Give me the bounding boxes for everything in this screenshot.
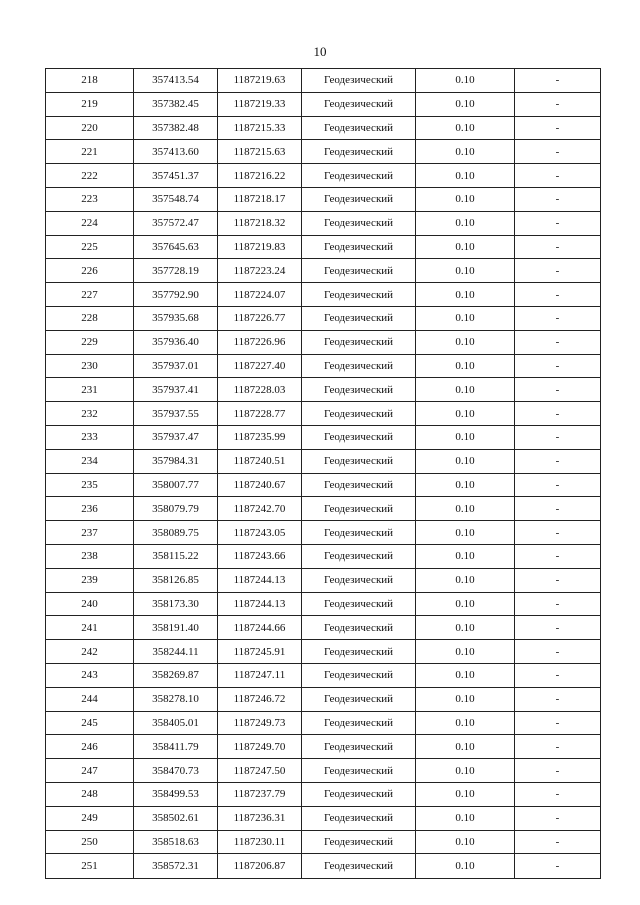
x-coordinate-cell: 357382.48 (134, 116, 218, 140)
note-cell: - (515, 711, 601, 735)
y-coordinate-cell: 1187245.91 (218, 640, 302, 664)
point-number-cell: 241 (46, 616, 134, 640)
y-coordinate-cell: 1187246.72 (218, 687, 302, 711)
note-cell: - (515, 164, 601, 188)
method-cell: Геодезический (302, 330, 416, 354)
point-number-cell: 226 (46, 259, 134, 283)
point-number-cell: 225 (46, 235, 134, 259)
table-row (46, 449, 601, 473)
y-coordinate-cell: 1187244.13 (218, 568, 302, 592)
accuracy-cell: 0.10 (416, 354, 515, 378)
y-coordinate-cell: 1187206.87 (218, 854, 302, 879)
point-number-cell: 220 (46, 116, 134, 140)
method-cell: Геодезический (302, 854, 416, 879)
y-coordinate-cell: 1187240.51 (218, 449, 302, 473)
table-row (46, 521, 601, 545)
table-row (46, 116, 601, 140)
table-row (46, 354, 601, 378)
y-coordinate-cell: 1187218.32 (218, 211, 302, 235)
y-coordinate-cell: 1187215.33 (218, 116, 302, 140)
table-row (46, 568, 601, 592)
point-number-cell: 248 (46, 782, 134, 806)
point-number-cell: 221 (46, 140, 134, 164)
method-cell: Геодезический (302, 259, 416, 283)
accuracy-cell: 0.10 (416, 735, 515, 759)
accuracy-cell: 0.10 (416, 378, 515, 402)
table-row (46, 402, 601, 426)
table-row (46, 497, 601, 521)
note-cell: - (515, 544, 601, 568)
note-cell: - (515, 687, 601, 711)
accuracy-cell: 0.10 (416, 592, 515, 616)
point-number-cell: 250 (46, 830, 134, 854)
table-row (46, 782, 601, 806)
table-row (46, 69, 601, 93)
y-coordinate-cell: 1187219.83 (218, 235, 302, 259)
x-coordinate-cell: 357382.45 (134, 92, 218, 116)
method-cell: Геодезический (302, 211, 416, 235)
x-coordinate-cell: 357572.47 (134, 211, 218, 235)
accuracy-cell: 0.10 (416, 140, 515, 164)
note-cell: - (515, 378, 601, 402)
x-coordinate-cell: 358244.11 (134, 640, 218, 664)
y-coordinate-cell: 1187228.77 (218, 402, 302, 426)
note-cell: - (515, 759, 601, 783)
table-row (46, 759, 601, 783)
y-coordinate-cell: 1187230.11 (218, 830, 302, 854)
point-number-cell: 249 (46, 806, 134, 830)
point-number-cell: 246 (46, 735, 134, 759)
y-coordinate-cell: 1187228.03 (218, 378, 302, 402)
note-cell: - (515, 211, 601, 235)
method-cell: Геодезический (302, 235, 416, 259)
y-coordinate-cell: 1187226.96 (218, 330, 302, 354)
table-row (46, 806, 601, 830)
accuracy-cell: 0.10 (416, 521, 515, 545)
note-cell: - (515, 283, 601, 307)
note-cell: - (515, 640, 601, 664)
note-cell: - (515, 521, 601, 545)
x-coordinate-cell: 357937.47 (134, 425, 218, 449)
method-cell: Геодезический (302, 497, 416, 521)
table-row (46, 473, 601, 497)
point-number-cell: 231 (46, 378, 134, 402)
note-cell: - (515, 663, 601, 687)
accuracy-cell: 0.10 (416, 806, 515, 830)
x-coordinate-cell: 358191.40 (134, 616, 218, 640)
accuracy-cell: 0.10 (416, 259, 515, 283)
point-number-cell: 233 (46, 425, 134, 449)
method-cell: Геодезический (302, 640, 416, 664)
method-cell: Геодезический (302, 759, 416, 783)
point-number-cell: 229 (46, 330, 134, 354)
method-cell: Геодезический (302, 521, 416, 545)
accuracy-cell: 0.10 (416, 854, 515, 879)
point-number-cell: 251 (46, 854, 134, 879)
x-coordinate-cell: 357728.19 (134, 259, 218, 283)
table-row (46, 306, 601, 330)
accuracy-cell: 0.10 (416, 235, 515, 259)
method-cell: Геодезический (302, 544, 416, 568)
point-number-cell: 242 (46, 640, 134, 664)
method-cell: Геодезический (302, 69, 416, 93)
accuracy-cell: 0.10 (416, 568, 515, 592)
table-row (46, 425, 601, 449)
table-row (46, 640, 601, 664)
note-cell: - (515, 592, 601, 616)
method-cell: Геодезический (302, 663, 416, 687)
accuracy-cell: 0.10 (416, 92, 515, 116)
x-coordinate-cell: 357935.68 (134, 306, 218, 330)
accuracy-cell: 0.10 (416, 211, 515, 235)
method-cell: Геодезический (302, 806, 416, 830)
note-cell: - (515, 854, 601, 879)
x-coordinate-cell: 357937.41 (134, 378, 218, 402)
x-coordinate-cell: 357413.60 (134, 140, 218, 164)
method-cell: Геодезический (302, 592, 416, 616)
method-cell: Геодезический (302, 425, 416, 449)
accuracy-cell: 0.10 (416, 473, 515, 497)
table-row (46, 687, 601, 711)
method-cell: Геодезический (302, 568, 416, 592)
x-coordinate-cell: 358089.75 (134, 521, 218, 545)
accuracy-cell: 0.10 (416, 402, 515, 426)
point-number-cell: 239 (46, 568, 134, 592)
y-coordinate-cell: 1187240.67 (218, 473, 302, 497)
method-cell: Геодезический (302, 687, 416, 711)
table-row (46, 92, 601, 116)
table-row (46, 616, 601, 640)
note-cell: - (515, 402, 601, 426)
accuracy-cell: 0.10 (416, 425, 515, 449)
table-row (46, 592, 601, 616)
y-coordinate-cell: 1187244.66 (218, 616, 302, 640)
y-coordinate-cell: 1187247.50 (218, 759, 302, 783)
accuracy-cell: 0.10 (416, 69, 515, 93)
table-row (46, 140, 601, 164)
point-number-cell: 243 (46, 663, 134, 687)
accuracy-cell: 0.10 (416, 687, 515, 711)
table-row (46, 854, 601, 879)
x-coordinate-cell: 357936.40 (134, 330, 218, 354)
point-number-cell: 232 (46, 402, 134, 426)
x-coordinate-cell: 357984.31 (134, 449, 218, 473)
note-cell: - (515, 449, 601, 473)
method-cell: Геодезический (302, 140, 416, 164)
note-cell: - (515, 354, 601, 378)
coordinates-table (45, 68, 601, 879)
y-coordinate-cell: 1187227.40 (218, 354, 302, 378)
method-cell: Геодезический (302, 830, 416, 854)
y-coordinate-cell: 1187223.24 (218, 259, 302, 283)
accuracy-cell: 0.10 (416, 306, 515, 330)
note-cell: - (515, 92, 601, 116)
note-cell: - (515, 235, 601, 259)
table-row (46, 259, 601, 283)
y-coordinate-cell: 1187247.11 (218, 663, 302, 687)
note-cell: - (515, 330, 601, 354)
point-number-cell: 228 (46, 306, 134, 330)
accuracy-cell: 0.10 (416, 544, 515, 568)
table-row (46, 330, 601, 354)
y-coordinate-cell: 1187219.63 (218, 69, 302, 93)
x-coordinate-cell: 358411.79 (134, 735, 218, 759)
x-coordinate-cell: 358405.01 (134, 711, 218, 735)
y-coordinate-cell: 1187243.05 (218, 521, 302, 545)
table-row (46, 378, 601, 402)
point-number-cell: 227 (46, 283, 134, 307)
table-row (46, 544, 601, 568)
y-coordinate-cell: 1187242.70 (218, 497, 302, 521)
point-number-cell: 230 (46, 354, 134, 378)
method-cell: Геодезический (302, 711, 416, 735)
x-coordinate-cell: 357548.74 (134, 187, 218, 211)
accuracy-cell: 0.10 (416, 116, 515, 140)
y-coordinate-cell: 1187219.33 (218, 92, 302, 116)
table-row (46, 711, 601, 735)
y-coordinate-cell: 1187215.63 (218, 140, 302, 164)
note-cell: - (515, 425, 601, 449)
x-coordinate-cell: 357451.37 (134, 164, 218, 188)
point-number-cell: 244 (46, 687, 134, 711)
note-cell: - (515, 473, 601, 497)
table-row (46, 283, 601, 307)
y-coordinate-cell: 1187249.70 (218, 735, 302, 759)
accuracy-cell: 0.10 (416, 782, 515, 806)
accuracy-cell: 0.10 (416, 449, 515, 473)
note-cell: - (515, 140, 601, 164)
y-coordinate-cell: 1187224.07 (218, 283, 302, 307)
method-cell: Геодезический (302, 616, 416, 640)
y-coordinate-cell: 1187216.22 (218, 164, 302, 188)
point-number-cell: 223 (46, 187, 134, 211)
x-coordinate-cell: 358269.87 (134, 663, 218, 687)
table-row (46, 830, 601, 854)
accuracy-cell: 0.10 (416, 759, 515, 783)
note-cell: - (515, 187, 601, 211)
method-cell: Геодезический (302, 354, 416, 378)
note-cell: - (515, 806, 601, 830)
table-row (46, 735, 601, 759)
x-coordinate-cell: 358278.10 (134, 687, 218, 711)
x-coordinate-cell: 358470.73 (134, 759, 218, 783)
method-cell: Геодезический (302, 449, 416, 473)
method-cell: Геодезический (302, 735, 416, 759)
x-coordinate-cell: 357413.54 (134, 69, 218, 93)
table-row (46, 235, 601, 259)
y-coordinate-cell: 1187236.31 (218, 806, 302, 830)
note-cell: - (515, 306, 601, 330)
point-number-cell: 219 (46, 92, 134, 116)
point-number-cell: 247 (46, 759, 134, 783)
table-row (46, 187, 601, 211)
method-cell: Геодезический (302, 473, 416, 497)
note-cell: - (515, 497, 601, 521)
point-number-cell: 222 (46, 164, 134, 188)
coordinates-table-body (46, 69, 601, 879)
accuracy-cell: 0.10 (416, 640, 515, 664)
accuracy-cell: 0.10 (416, 497, 515, 521)
method-cell: Геодезический (302, 164, 416, 188)
note-cell: - (515, 830, 601, 854)
note-cell: - (515, 782, 601, 806)
point-number-cell: 236 (46, 497, 134, 521)
point-number-cell: 245 (46, 711, 134, 735)
accuracy-cell: 0.10 (416, 616, 515, 640)
y-coordinate-cell: 1187237.79 (218, 782, 302, 806)
x-coordinate-cell: 358502.61 (134, 806, 218, 830)
x-coordinate-cell: 358079.79 (134, 497, 218, 521)
table-row (46, 211, 601, 235)
method-cell: Геодезический (302, 116, 416, 140)
point-number-cell: 224 (46, 211, 134, 235)
y-coordinate-cell: 1187218.17 (218, 187, 302, 211)
x-coordinate-cell: 358572.31 (134, 854, 218, 879)
x-coordinate-cell: 357792.90 (134, 283, 218, 307)
x-coordinate-cell: 358518.63 (134, 830, 218, 854)
x-coordinate-cell: 357937.01 (134, 354, 218, 378)
point-number-cell: 234 (46, 449, 134, 473)
method-cell: Геодезический (302, 378, 416, 402)
x-coordinate-cell: 358173.30 (134, 592, 218, 616)
accuracy-cell: 0.10 (416, 830, 515, 854)
method-cell: Геодезический (302, 306, 416, 330)
y-coordinate-cell: 1187249.73 (218, 711, 302, 735)
point-number-cell: 218 (46, 69, 134, 93)
x-coordinate-cell: 358126.85 (134, 568, 218, 592)
x-coordinate-cell: 357937.55 (134, 402, 218, 426)
point-number-cell: 235 (46, 473, 134, 497)
y-coordinate-cell: 1187244.13 (218, 592, 302, 616)
x-coordinate-cell: 358007.77 (134, 473, 218, 497)
point-number-cell: 238 (46, 544, 134, 568)
point-number-cell: 240 (46, 592, 134, 616)
y-coordinate-cell: 1187226.77 (218, 306, 302, 330)
y-coordinate-cell: 1187243.66 (218, 544, 302, 568)
method-cell: Геодезический (302, 187, 416, 211)
note-cell: - (515, 735, 601, 759)
page-number: 10 (313, 44, 327, 59)
x-coordinate-cell: 357645.63 (134, 235, 218, 259)
method-cell: Геодезический (302, 782, 416, 806)
accuracy-cell: 0.10 (416, 711, 515, 735)
accuracy-cell: 0.10 (416, 330, 515, 354)
table-row (46, 164, 601, 188)
note-cell: - (515, 116, 601, 140)
point-number-cell: 237 (46, 521, 134, 545)
table-row (46, 663, 601, 687)
x-coordinate-cell: 358499.53 (134, 782, 218, 806)
x-coordinate-cell: 358115.22 (134, 544, 218, 568)
accuracy-cell: 0.10 (416, 187, 515, 211)
note-cell: - (515, 616, 601, 640)
accuracy-cell: 0.10 (416, 663, 515, 687)
note-cell: - (515, 568, 601, 592)
accuracy-cell: 0.10 (416, 164, 515, 188)
method-cell: Геодезический (302, 402, 416, 426)
method-cell: Геодезический (302, 92, 416, 116)
y-coordinate-cell: 1187235.99 (218, 425, 302, 449)
note-cell: - (515, 69, 601, 93)
accuracy-cell: 0.10 (416, 283, 515, 307)
method-cell: Геодезический (302, 283, 416, 307)
note-cell: - (515, 259, 601, 283)
